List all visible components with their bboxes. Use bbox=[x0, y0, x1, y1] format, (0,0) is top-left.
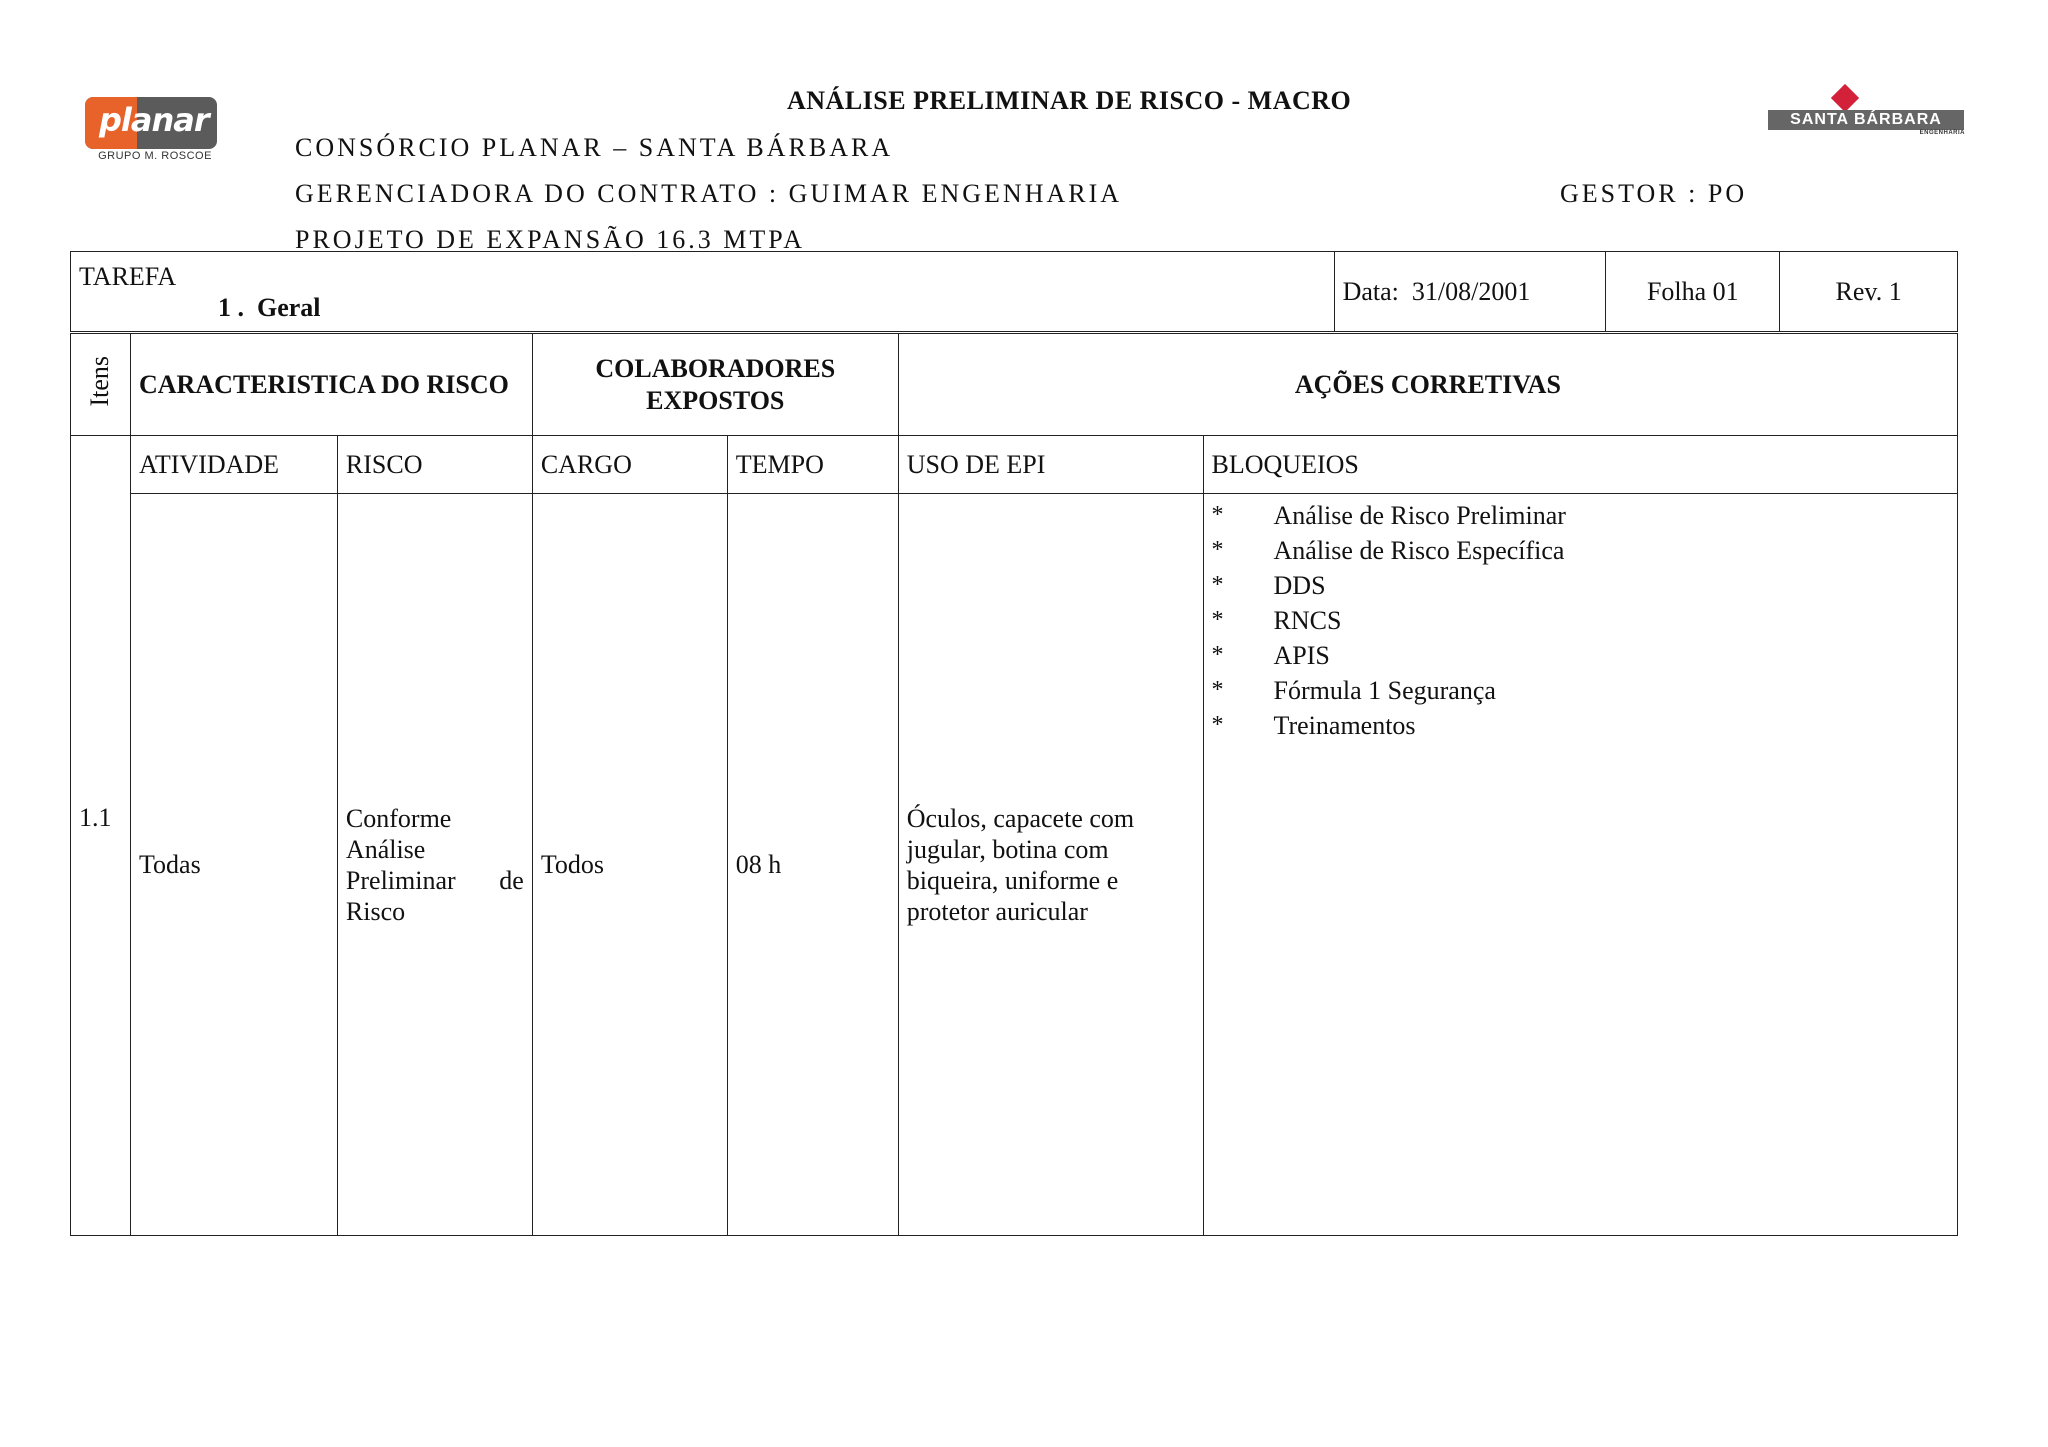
column-header-epi: USO DE EPI bbox=[898, 436, 1203, 494]
collaborators-header: COLABORADORES EXPOSTOS bbox=[532, 334, 898, 436]
block-item-label: Treinamentos bbox=[1273, 710, 1416, 740]
bullet-icon: * bbox=[1211, 607, 1224, 633]
document-title: ANÁLISE PRELIMINAR DE RISCO - MACRO bbox=[787, 86, 1352, 115]
revision-cell bbox=[1780, 252, 1958, 332]
sheet-value: Folha 01 bbox=[1646, 276, 1739, 306]
consortium-line: CONSÓRCIO PLANAR – SANTA BÁRBARA bbox=[295, 133, 894, 162]
list-item bbox=[1204, 638, 1957, 673]
list-item bbox=[1204, 603, 1957, 638]
activity-cell: Todas bbox=[130, 494, 337, 1236]
list-item bbox=[1204, 673, 1957, 708]
task-name: 1 . Geral bbox=[218, 293, 321, 322]
bullet-icon: * bbox=[1211, 712, 1224, 738]
date-cell bbox=[1334, 252, 1606, 332]
planar-logo-subtitle: GRUPO M. ROSCOE bbox=[98, 150, 212, 162]
block-item-label: APIS bbox=[1273, 640, 1330, 670]
epi-cell: Óculos, capacete com jugular, botina com biqueira, uniforme e protetor auricular bbox=[898, 494, 1203, 1236]
item-number-cell bbox=[71, 436, 131, 1236]
block-item-label: Análise de Risco Específica bbox=[1273, 535, 1565, 565]
santa-barbara-logo bbox=[1768, 110, 1964, 130]
block-item-label: RNCS bbox=[1273, 605, 1342, 635]
risk-cell: Conforme Análise Preliminar de Risco bbox=[337, 494, 532, 1236]
gestor-line: GESTOR : PO bbox=[1560, 179, 1748, 208]
column-header-blocks: BLOQUEIOS bbox=[1203, 436, 1957, 494]
items-header: Itens bbox=[85, 355, 115, 407]
santa-barbara-logo-text: SANTA BÁRBARA bbox=[1790, 111, 1942, 128]
item-number: 1.1 bbox=[79, 802, 112, 832]
date-value: Data: 31/08/2001 bbox=[1342, 276, 1531, 306]
column-header-risk: RISCO bbox=[337, 436, 532, 494]
block-item-label: Fórmula 1 Segurança bbox=[1273, 675, 1496, 705]
list-item bbox=[1204, 533, 1957, 568]
time-cell: 08 h bbox=[727, 494, 898, 1236]
planar-logo-text: planar bbox=[99, 101, 209, 139]
list-item bbox=[1204, 568, 1957, 603]
block-item-label: Análise de Risco Preliminar bbox=[1273, 500, 1566, 530]
block-item-label: DDS bbox=[1273, 570, 1326, 600]
bullet-icon: * bbox=[1211, 537, 1224, 563]
risk-table bbox=[70, 333, 1958, 1236]
role-cell: Todos bbox=[532, 494, 727, 1236]
blocks-list bbox=[1204, 498, 1957, 743]
column-header-time: TEMPO bbox=[727, 436, 898, 494]
list-item bbox=[1204, 498, 1957, 533]
revision-value: Rev. 1 bbox=[1835, 276, 1902, 306]
blocks-cell bbox=[1203, 494, 1957, 1236]
bullet-icon: * bbox=[1211, 572, 1224, 598]
list-item bbox=[1204, 708, 1957, 743]
corrective-actions-header: AÇÕES CORRETIVAS bbox=[898, 334, 1957, 436]
bullet-icon: * bbox=[1211, 502, 1224, 528]
planar-logo bbox=[85, 97, 217, 149]
santa-barbara-diamond-icon bbox=[1831, 84, 1859, 112]
task-label: TAREFA bbox=[79, 262, 177, 291]
bullet-icon: * bbox=[1211, 677, 1224, 703]
items-header-cell bbox=[71, 334, 131, 436]
sheet-cell bbox=[1606, 252, 1780, 332]
risk-characteristic-header: CARACTERISTICA DO RISCO bbox=[130, 334, 532, 436]
project-line: PROJETO DE EXPANSÃO 16.3 MTPA bbox=[295, 225, 806, 249]
task-cell bbox=[71, 252, 1335, 332]
task-bar-table bbox=[70, 251, 1958, 332]
column-header-activity: ATIVIDADE bbox=[130, 436, 337, 494]
santa-barbara-logo-subtitle: ENGENHARIA bbox=[1919, 130, 1965, 136]
column-header-role: CARGO bbox=[532, 436, 727, 494]
manager-company-line: GERENCIADORA DO CONTRATO : GUIMAR ENGENHARIA bbox=[295, 179, 1123, 208]
table-row bbox=[71, 494, 1958, 1236]
bullet-icon: * bbox=[1211, 642, 1224, 668]
